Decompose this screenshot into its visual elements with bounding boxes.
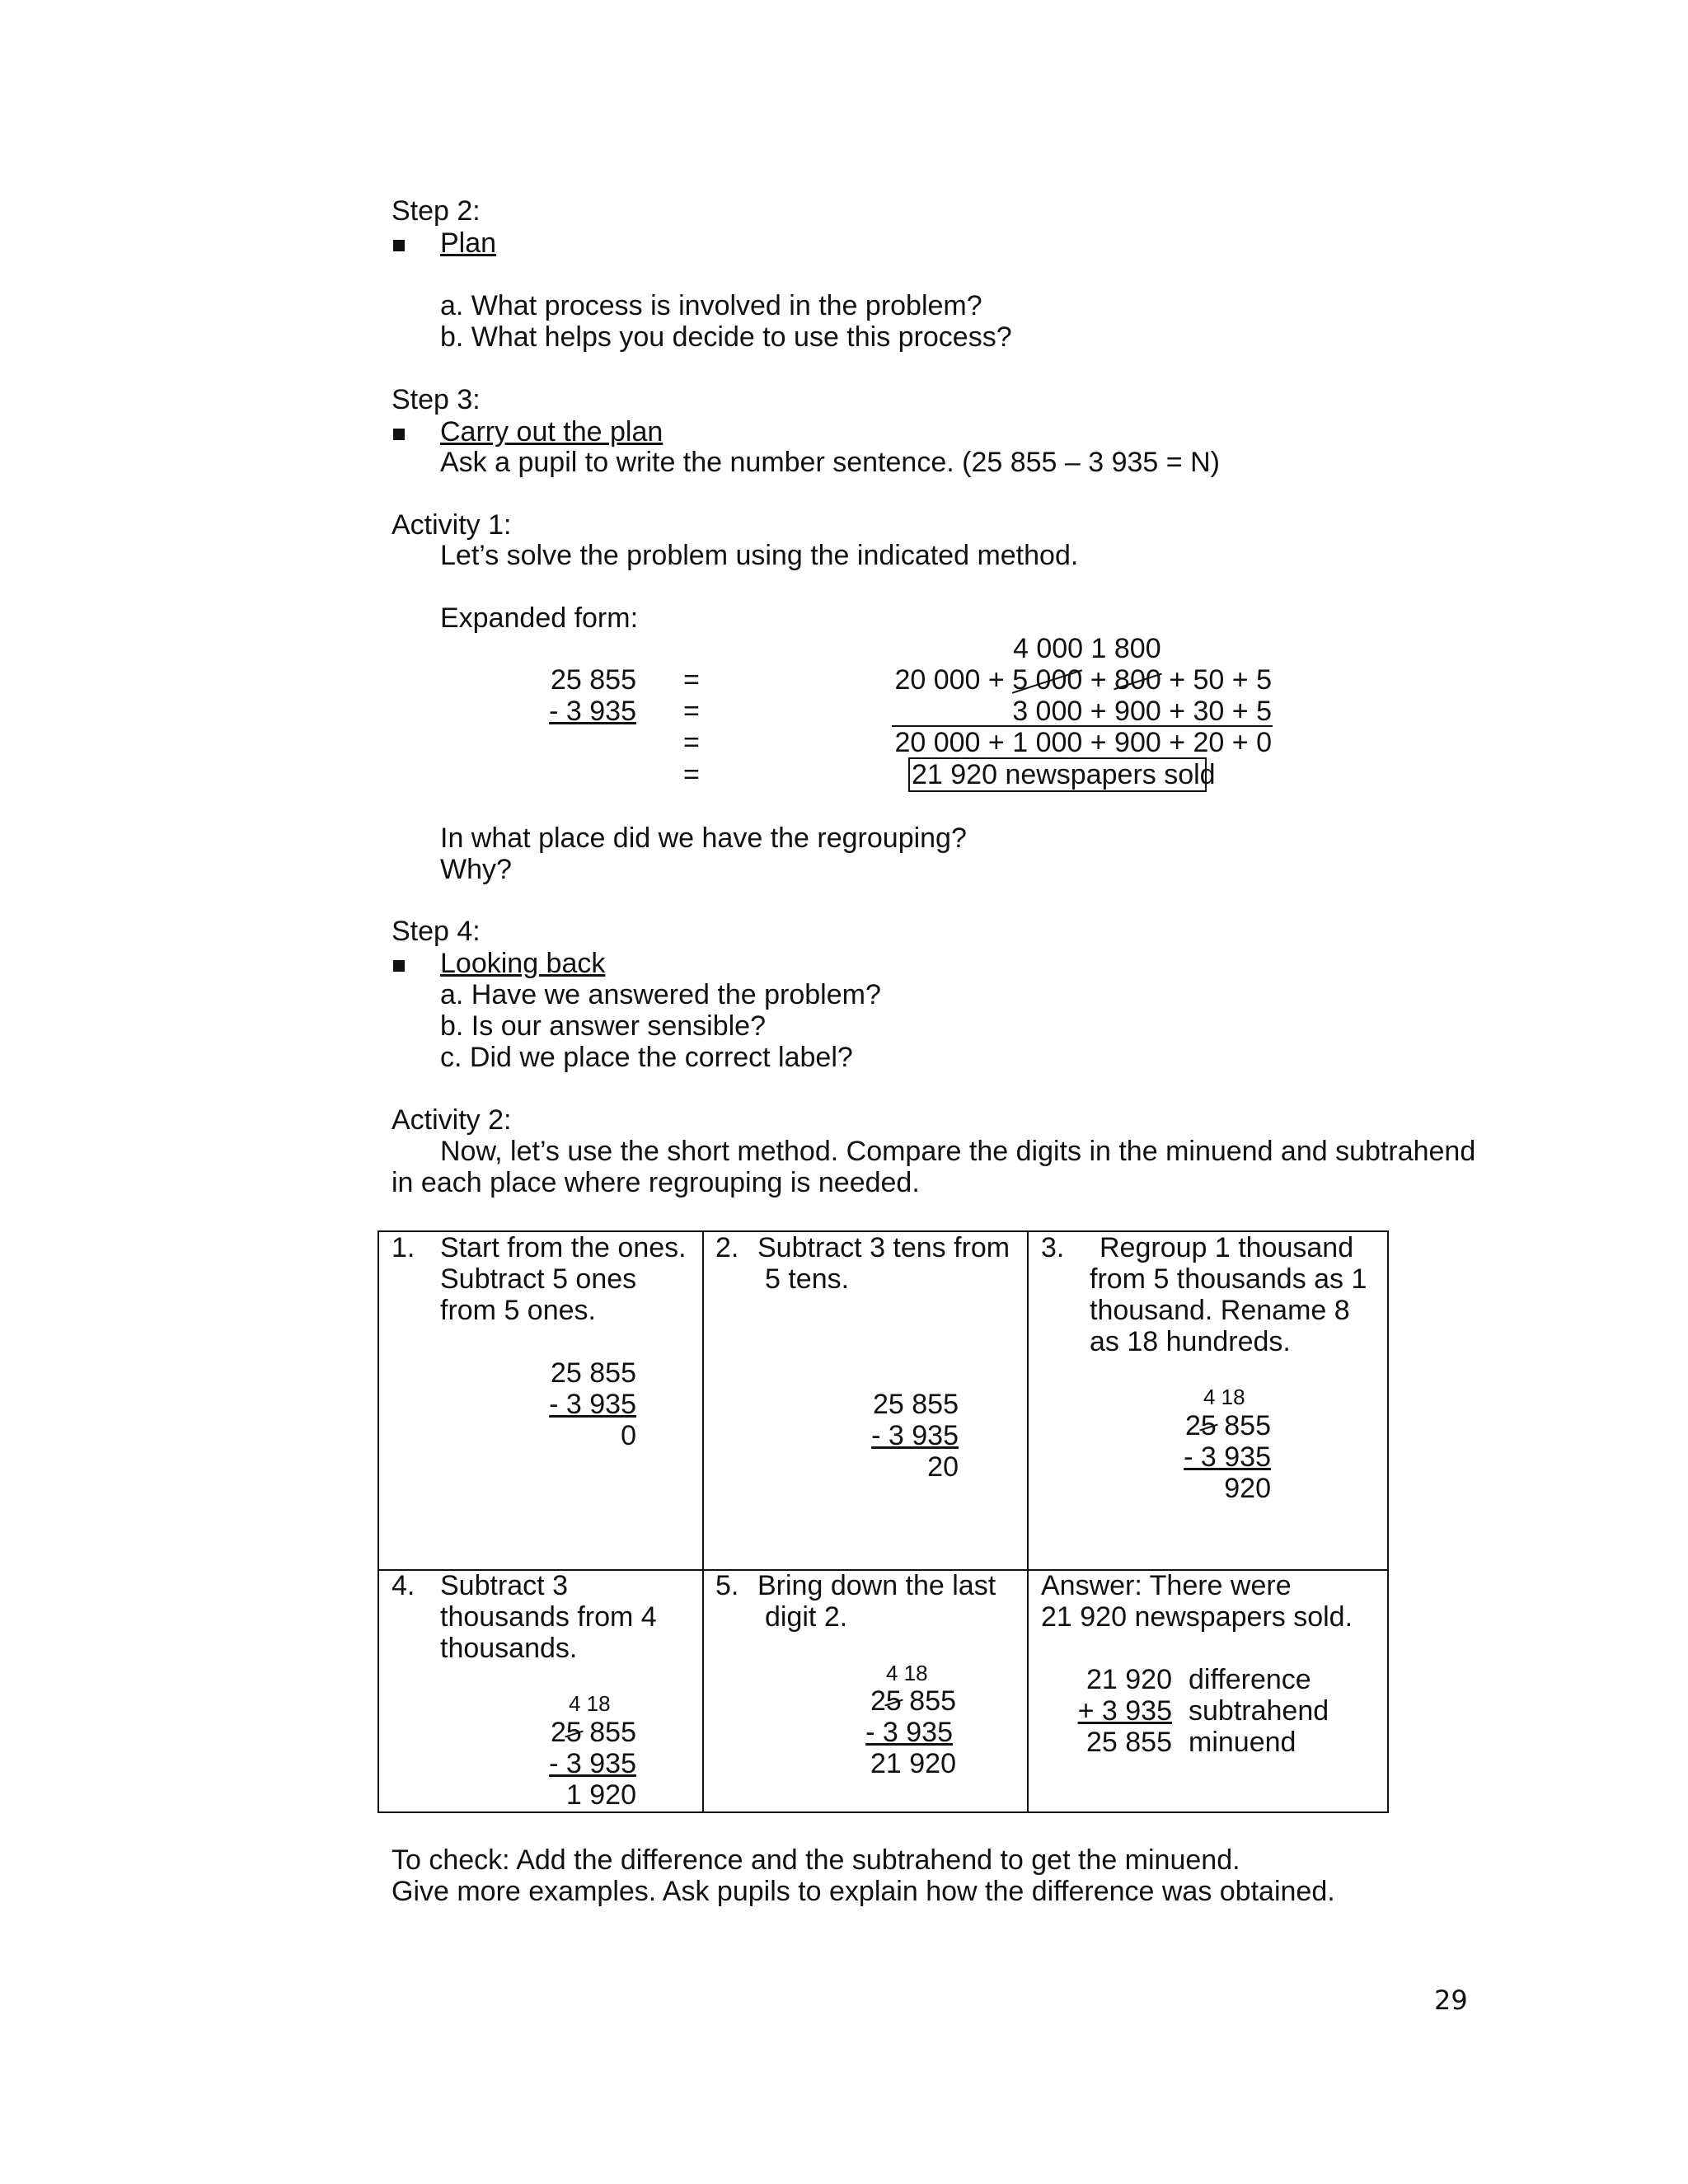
activity1-intro: Let’s solve the problem using the indicated method.	[440, 540, 1079, 571]
column-divider	[702, 1232, 704, 1811]
step4-question-a: a. Have we answered the problem?	[440, 979, 881, 1010]
cell-text: 5 tens.	[765, 1263, 850, 1295]
digit: 2	[870, 1685, 886, 1717]
step4-question-b: b. Is our answer sensible?	[440, 1010, 766, 1042]
step2-heading: Step 2:	[392, 195, 481, 227]
minuend	[495, 1717, 636, 1748]
crossed-digit: 5	[565, 1717, 582, 1748]
label-subtrahend: subtrahend	[1189, 1695, 1329, 1727]
equals-sign: =	[683, 696, 700, 727]
expanded-part: 20 000 +	[894, 664, 1013, 696]
crossed-value: 5 000	[1012, 664, 1083, 696]
step3-text: Ask a pupil to write the number sentence. (25 855 – 3 935 = N)	[440, 447, 1220, 478]
expanded-part: +	[1082, 664, 1115, 696]
subtrahend: - 3 935	[549, 1389, 636, 1420]
step3-title: Carry out the plan	[440, 416, 663, 448]
minuend	[870, 1685, 956, 1717]
crossed-value: 800	[1114, 664, 1161, 696]
cell-number: 4.	[392, 1570, 415, 1601]
label-difference: difference	[1189, 1664, 1311, 1695]
expanded-row-2: 3 000 + 900 + 30 + 5	[1012, 696, 1272, 727]
regroup-note: 4 18	[1203, 1385, 1245, 1409]
cell-number: 2.	[715, 1232, 739, 1263]
expanded-row-1	[824, 664, 1272, 696]
subtrahend: - 3 935	[865, 1717, 953, 1748]
answer-line-2: 21 920 newspapers sold.	[1041, 1601, 1353, 1633]
why-question: Why?	[440, 854, 512, 885]
activity2-line1: Now, let’s use the short method. Compare the digits in the minuend and subtrahend	[440, 1136, 1476, 1167]
crossed-digit: 5	[1200, 1410, 1217, 1441]
cell-text: from 5 ones.	[440, 1295, 596, 1326]
cell-text: as 18 hundreds.	[1090, 1326, 1291, 1357]
cell-number: 1.	[392, 1232, 415, 1263]
step4-heading: Step 4:	[392, 916, 481, 947]
cell-text: from 5 thousands as 1	[1090, 1263, 1367, 1295]
digit: 2	[1184, 1410, 1201, 1441]
bullet-square-icon	[393, 960, 405, 972]
step2-question-a: a. What process is involved in the problem?	[440, 290, 982, 321]
cell-text: Regroup 1 thousand	[1100, 1232, 1354, 1263]
cell-text: Bring down the last	[757, 1570, 996, 1601]
cell-text: digit 2.	[765, 1601, 848, 1633]
result: 21 920	[870, 1748, 956, 1779]
cell-text: thousands from 4	[440, 1601, 657, 1633]
equals-sign: =	[683, 664, 700, 696]
cell-text: Subtract 5 ones	[440, 1263, 637, 1295]
activity2-line2: in each place where regrouping is needed.	[392, 1167, 920, 1198]
check-subtrahend: + 3 935	[1077, 1695, 1172, 1727]
activity2-heading: Activity 2:	[392, 1104, 512, 1136]
regroup-question: In what place did we have the regrouping?	[440, 823, 967, 854]
step2-question-b: b. What helps you decide to use this process?	[440, 321, 1012, 353]
subtrahend: - 3 935	[549, 1748, 636, 1779]
expanded-form-label: Expanded form:	[440, 602, 639, 634]
answer-text: 21 920 newspapers sold	[912, 759, 1216, 790]
digit: 855	[901, 1685, 957, 1717]
result: 20	[927, 1451, 959, 1483]
regroup-note: 4 18	[886, 1661, 928, 1685]
label-minuend: minuend	[1189, 1727, 1296, 1758]
step4-question-c: c. Did we place the correct label?	[440, 1042, 853, 1073]
cell-text: Subtract 3 tens from	[757, 1232, 1010, 1263]
cell-number: 5.	[715, 1570, 739, 1601]
column-divider	[1027, 1232, 1029, 1811]
footer-line-2: Give more examples. Ask pupils to explain how the difference was obtained.	[392, 1876, 1335, 1907]
cell-text: thousands.	[440, 1633, 578, 1664]
bullet-square-icon	[393, 240, 405, 251]
minuend: 25 855	[551, 1357, 636, 1389]
cell-number: 3.	[1041, 1232, 1065, 1263]
check-difference: 21 920	[1086, 1664, 1172, 1695]
cell-text: Subtract 3	[440, 1570, 568, 1601]
answer-line-1: Answer: There were	[1041, 1570, 1292, 1601]
subtrahend-left: - 3 935	[549, 696, 636, 727]
minuend-left: 25 855	[551, 664, 636, 696]
digit: 2	[550, 1717, 566, 1748]
minuend: 25 855	[873, 1389, 959, 1420]
step4-title: Looking back	[440, 948, 606, 979]
expanded-row-3: 20 000 + 1 000 + 900 + 20 + 0	[894, 727, 1272, 758]
result: 0	[621, 1420, 636, 1451]
minuend	[1129, 1410, 1271, 1441]
result: 920	[1224, 1473, 1271, 1504]
activity1-heading: Activity 1:	[392, 509, 512, 541]
subtrahend: - 3 935	[1184, 1441, 1271, 1473]
footer-line-1: To check: Add the difference and the subtrahend to get the minuend.	[392, 1844, 1240, 1876]
expanded-part: + 50 + 5	[1160, 664, 1272, 696]
cell-text: Start from the ones.	[440, 1232, 687, 1263]
digit: 855	[581, 1717, 636, 1748]
digit: 855	[1216, 1410, 1271, 1441]
equals-sign: =	[683, 727, 700, 758]
check-minuend: 25 855	[1086, 1727, 1172, 1758]
equals-sign: =	[683, 759, 700, 790]
result: 1 920	[565, 1779, 636, 1811]
step2-title: Plan	[440, 227, 497, 259]
regroup-note: 4 18	[569, 1691, 611, 1716]
cell-text: thousand. Rename 8	[1090, 1295, 1350, 1326]
regroup-above: 4 000 1 800	[1013, 633, 1161, 664]
page-number: 29	[1434, 1985, 1468, 2016]
subtrahend: - 3 935	[871, 1420, 959, 1451]
crossed-digit: 5	[885, 1685, 902, 1717]
bullet-square-icon	[393, 429, 405, 440]
step3-heading: Step 3:	[392, 384, 481, 415]
